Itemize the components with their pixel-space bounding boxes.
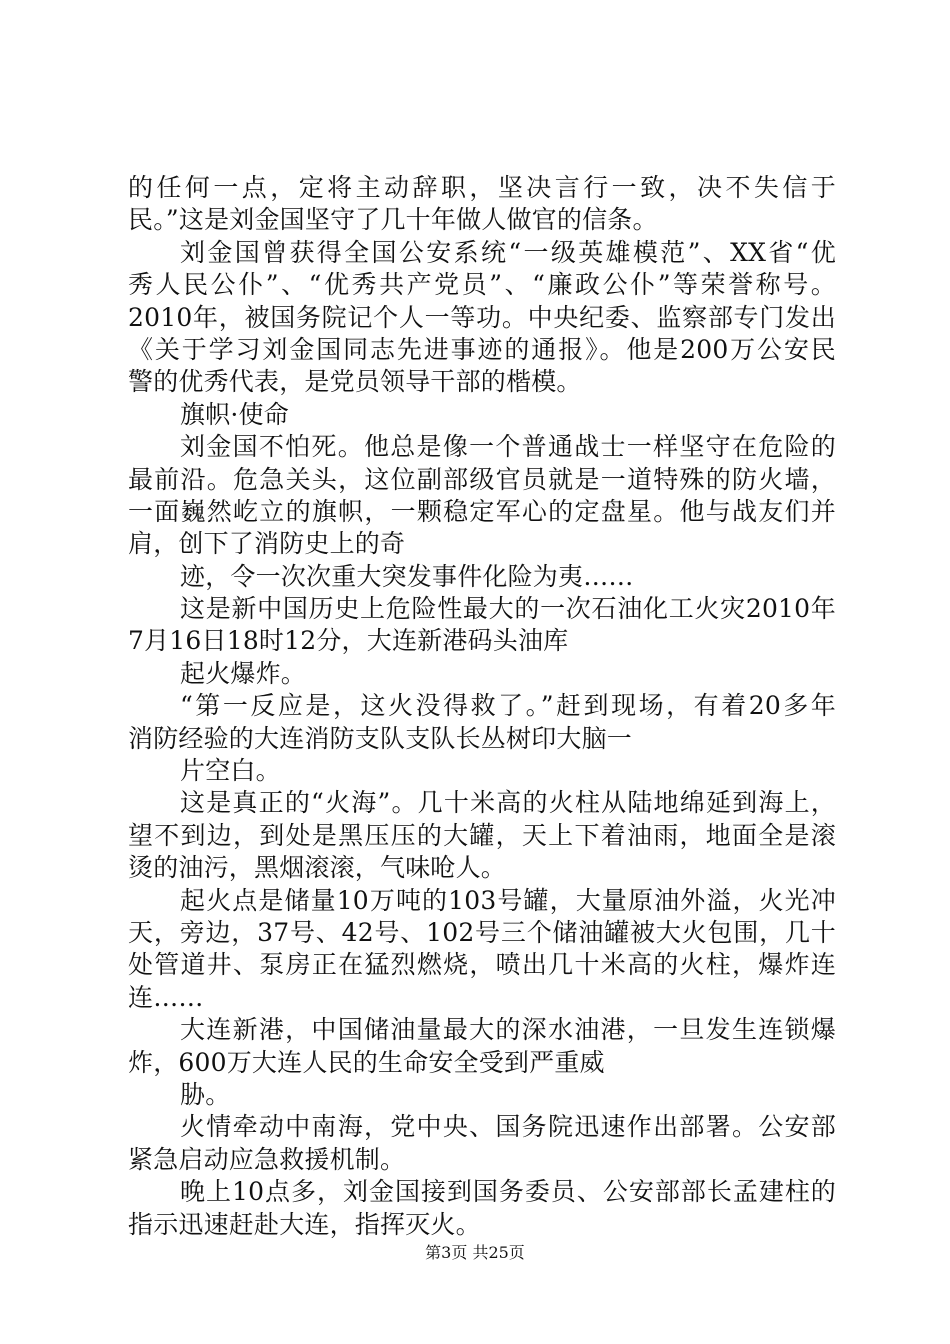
text-line: 烫的油污，黑烟滚滚，气味呛人。 [128, 853, 507, 883]
text-line: 警的优秀代表，是党员领导干部的楷模。 [128, 367, 582, 397]
text-line: 紧急启动应急救援机制。 [128, 1144, 406, 1174]
text-line: 这是新中国历史上危险性最大的一次石油化工火灾2010年 [180, 594, 836, 624]
text-line: 一面巍然屹立的旗帜，一颗稳定军心的定盘星。他与战友们并 [128, 496, 836, 526]
text-line: 晚上10点多，刘金国接到国务委员、公安部部长孟建柱的 [180, 1177, 836, 1207]
text-line: 起火点是储量10万吨的103号罐，大量原油外溢，火光冲 [180, 885, 836, 915]
text-line: 起火爆炸。 [180, 658, 307, 688]
text-line: 火情牵动中南海，党中央、国务院迅速作出部署。公安部 [180, 1112, 836, 1142]
text-line: 民。”这是刘金国坚守了几十年做人做官的信条。 [128, 205, 658, 235]
text-line: 2010年，被国务院记个人一等功。中央纪委、监察部专门发出 [128, 302, 836, 332]
text-line: 指示迅速赶赴大连，指挥灭火。 [128, 1209, 481, 1239]
body-text [128, 172, 836, 1241]
text-line: 最前沿。危急关头，这位副部级官员就是一道特殊的防火墙， [128, 464, 836, 494]
text-line: 炸，600万大连人民的生命安全受到严重威 [128, 1047, 605, 1077]
page-number-footer: 第3页 共25页 [425, 1243, 525, 1262]
text-line: 的任何一点，定将主动辞职，坚决言行一致，决不失信于 [128, 173, 836, 202]
text-line: 胁。 [180, 1079, 231, 1109]
text-line: 肩，创下了消防史上的奇 [128, 529, 406, 559]
text-line: 处管道井、泵房正在猛烈燃烧，喷出几十米高的火柱，爆炸连 [128, 950, 836, 980]
text-line: 大连新港，中国储油量最大的深水油港，一旦发生连锁爆 [180, 1015, 836, 1045]
text-line: 《关于学习刘金国同志先进事迹的通报》。他是200万公安民 [128, 334, 836, 364]
text-line: 7月16日18时12分，大连新港码头油库 [128, 626, 569, 656]
text-line: “第一反应是，这火没得救了。”赶到现场，有着20多年 [180, 691, 836, 721]
text-line: 这是真正的“火海”。几十米高的火柱从陆地绵延到海上， [180, 788, 836, 818]
text-line: 片空白。 [180, 756, 281, 786]
text-line: 消防经验的大连消防支队支队长丛树印大脑一 [128, 723, 633, 753]
text-line: 迹，令一次次重大突发事件化险为夷…… [180, 561, 634, 591]
text-line: 秀人民公仆”、“优秀共产党员”、“廉政公仆”等荣誉称号。 [128, 270, 836, 300]
section-heading: 旗帜·使命 [180, 399, 289, 429]
text-line: 天，旁边，37号、42号、102号三个储油罐被大火包围，几十 [128, 917, 836, 947]
text-line: 连…… [128, 982, 204, 1012]
text-line: 望不到边，到处是黑压压的大罐，天上下着油雨，地面全是滚 [128, 820, 836, 850]
text-line: 刘金国曾获得全国公安系统“一级英雄模范”、XX省“优 [180, 237, 836, 267]
text-line: 刘金国不怕死。他总是像一个普通战士一样坚守在危险的 [180, 432, 836, 462]
